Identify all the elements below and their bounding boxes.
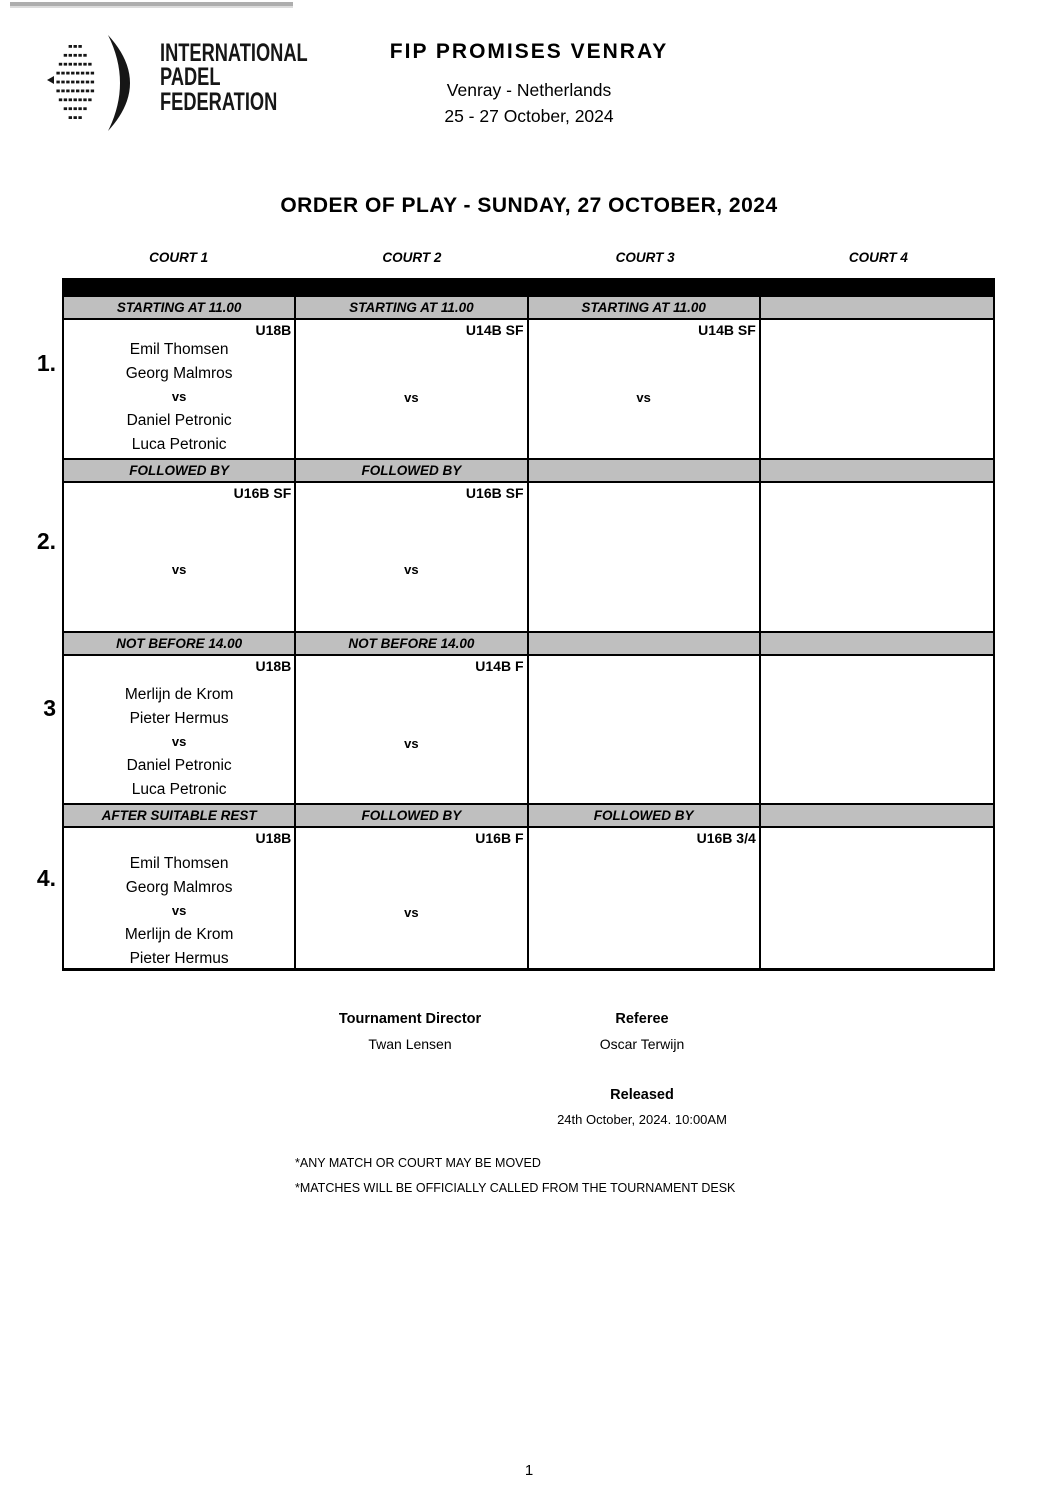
schedule-table: [62, 278, 995, 971]
vs-label: vs: [171, 734, 187, 750]
logo-line-1: INTERNATIONAL: [160, 39, 308, 67]
tournament-director-label: Tournament Director: [338, 1011, 482, 1027]
match-cell-court4-empty: [761, 320, 993, 458]
match-cell-court2: [296, 828, 528, 968]
referee-block: [526, 1011, 758, 1052]
match-category: U16B SF: [465, 485, 524, 501]
time-label: NOT BEFORE 14.00: [296, 633, 528, 654]
match-cell-court2: [296, 320, 528, 458]
match-category: U14B SF: [698, 322, 756, 338]
round-4-time-strip: [64, 805, 993, 828]
match-cell-court1: [64, 656, 296, 803]
round-3-time-strip: [64, 633, 993, 656]
match-category: U14B F: [475, 658, 524, 674]
time-label: [761, 297, 993, 318]
round-2-time-strip: [64, 460, 993, 483]
time-label: [529, 633, 761, 654]
player-name: Luca Petronic: [131, 435, 227, 453]
footnote-1: *ANY MATCH OR COURT MAY BE MOVED: [295, 1156, 541, 1170]
player-name: Pieter Hermus: [129, 709, 229, 727]
player-name: Merlijn de Krom: [124, 686, 234, 703]
time-label: STARTING AT 11.00: [64, 297, 296, 318]
time-label: FOLLOWED BY: [64, 460, 296, 481]
tournament-director-name: Twan Lensen: [368, 1036, 452, 1052]
vs-label: vs: [171, 903, 187, 919]
match-category: U18B: [255, 830, 292, 846]
event-title: FIP PROMISES VENRAY: [389, 40, 669, 63]
match-category: U16B 3/4: [696, 830, 756, 846]
player-name: Pieter Hermus: [129, 949, 229, 967]
match-cell-court4-empty: [761, 828, 993, 968]
match-lines: [64, 828, 294, 968]
match-cell-court3-empty: [529, 483, 761, 631]
top-edge-artifact: [10, 2, 293, 8]
player-name: Luca Petronic: [131, 780, 227, 798]
round-1-matches: [64, 320, 993, 460]
match-category: U14B SF: [465, 322, 524, 338]
time-label: AFTER SUITABLE REST: [64, 805, 296, 826]
player-name: Daniel Petronic: [126, 757, 232, 775]
round-number-1: 1.: [36, 350, 56, 376]
referee-label: Referee: [615, 1011, 669, 1027]
match-lines: [64, 656, 294, 801]
match-category: U16B F: [475, 830, 524, 846]
vs-label: vs: [404, 390, 419, 405]
match-cell-court4-empty: [761, 656, 993, 803]
player-name: Emil Thomsen: [129, 341, 229, 358]
court-labels-row: [62, 250, 995, 265]
match-cell-court3: [529, 828, 761, 968]
footnotes: [295, 1151, 735, 1201]
round-number-3: 3: [43, 695, 56, 721]
court-header-4: COURT 4: [848, 250, 908, 265]
table-top-bar: [64, 278, 993, 297]
match-cell-court2: [296, 483, 528, 631]
round-3-matches: [64, 656, 993, 805]
time-label: [529, 460, 761, 481]
released-block: [526, 1087, 758, 1127]
match-lines: [64, 320, 294, 456]
time-label: STARTING AT 11.00: [529, 297, 761, 318]
logo-line-2: PADEL: [160, 63, 221, 92]
time-label: [761, 633, 993, 654]
time-label: FOLLOWED BY: [296, 805, 528, 826]
player-name: Daniel Petronic: [126, 412, 232, 430]
match-cell-court3: [529, 320, 761, 458]
vs-label: vs: [171, 562, 187, 577]
released-datetime: 24th October, 2024. 10:00AM: [557, 1112, 727, 1127]
match-cell-court4-empty: [761, 483, 993, 631]
vs-label: vs: [636, 390, 651, 405]
round-4-matches: [64, 828, 993, 968]
court-header-1: COURT 1: [149, 250, 209, 265]
released-label: Released: [610, 1087, 674, 1103]
round-number-4: 4.: [36, 865, 56, 891]
court-header-2: COURT 2: [382, 250, 442, 265]
player-name: Georg Malmros: [125, 878, 233, 896]
match-cell-court1: [64, 483, 296, 631]
vs-label: vs: [171, 389, 187, 405]
player-name: Merlijn de Krom: [124, 926, 234, 944]
referee-name: Oscar Terwijn: [599, 1036, 685, 1052]
court-header-3: COURT 3: [615, 250, 675, 265]
time-label: STARTING AT 11.00: [296, 297, 528, 318]
round-number-2: 2.: [36, 528, 56, 554]
time-label: NOT BEFORE 14.00: [64, 633, 296, 654]
page-number: 1: [524, 1462, 534, 1479]
round-1-time-strip: [64, 297, 993, 320]
time-label: [761, 460, 993, 481]
event-location: Venray - Netherlands: [446, 80, 612, 100]
round-2-matches: [64, 483, 993, 633]
vs-label: vs: [404, 562, 419, 577]
event-dates: 25 - 27 October, 2024: [444, 106, 614, 126]
match-category: U18B: [255, 658, 292, 674]
match-cell-court3-empty: [529, 656, 761, 803]
footnote-2: *MATCHES WILL BE OFFICIALLY CALLED FROM THE TOURNAMENT DESK: [295, 1181, 736, 1195]
match-cell-court1: [64, 320, 296, 458]
match-cell-court1: [64, 828, 296, 968]
match-category: U16B SF: [233, 485, 292, 501]
order-of-play-title: ORDER OF PLAY - SUNDAY, 27 OCTOBER, 2024: [280, 194, 778, 217]
logo-line-3: FEDERATION: [160, 87, 278, 116]
match-category: U18B: [255, 322, 292, 338]
vs-label: vs: [404, 905, 419, 920]
time-label: FOLLOWED BY: [296, 460, 528, 481]
time-label: FOLLOWED BY: [529, 805, 761, 826]
tournament-director-block: [294, 1011, 526, 1052]
time-label: [761, 805, 993, 826]
match-cell-court2: [296, 656, 528, 803]
player-name: Emil Thomsen: [129, 855, 229, 872]
player-name: Georg Malmros: [125, 364, 233, 382]
vs-label: vs: [404, 736, 419, 751]
